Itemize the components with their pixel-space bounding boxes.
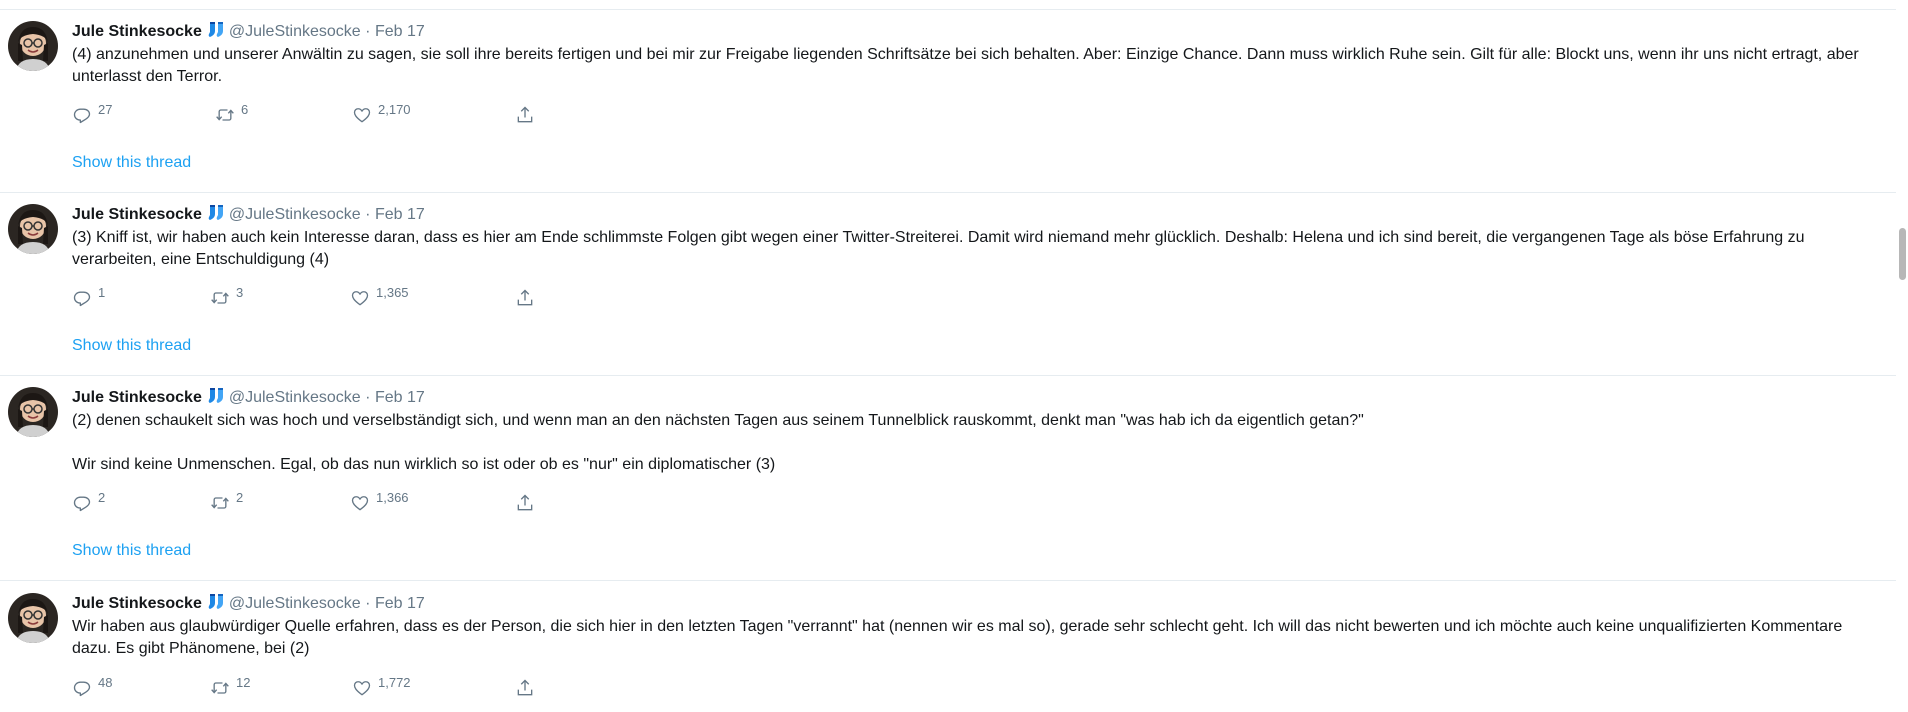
socks-emoji-icon — [207, 204, 227, 222]
retweet-count: 2 — [236, 490, 244, 505]
author-handle[interactable]: @JuleStinkesocke — [228, 23, 361, 40]
tweet[interactable] — [0, 10, 1896, 193]
socks-emoji-icon — [207, 593, 227, 611]
reply-count: 2 — [98, 490, 106, 505]
heart-icon — [350, 288, 370, 308]
reply-bubble-icon — [72, 678, 92, 698]
avatar[interactable] — [8, 204, 58, 254]
author-name[interactable]: Jule Stinkesocke — [72, 206, 202, 223]
share-button[interactable] — [515, 493, 535, 513]
author-handle[interactable]: @JuleStinkesocke — [228, 206, 361, 223]
heart-icon — [352, 678, 372, 698]
share-button[interactable] — [515, 105, 535, 125]
reply-button[interactable] — [72, 102, 113, 125]
share-icon — [515, 493, 535, 513]
heart-icon — [350, 493, 370, 513]
reply-button[interactable] — [72, 490, 106, 513]
reply-button[interactable] — [72, 285, 106, 308]
tweet[interactable] — [0, 193, 1896, 376]
like-button[interactable] — [350, 285, 409, 308]
like-count: 1,365 — [376, 285, 409, 300]
tweet[interactable] — [0, 376, 1896, 581]
share-icon — [515, 678, 535, 698]
show-thread-link[interactable]: Show this thread — [72, 337, 192, 354]
tweet-date[interactable]: Feb 17 — [374, 595, 425, 612]
avatar[interactable] — [8, 21, 58, 71]
scrollbar[interactable] — [1896, 0, 1908, 712]
socks-emoji-icon — [207, 387, 227, 405]
retweet-button[interactable] — [210, 490, 244, 513]
like-count: 1,366 — [376, 490, 409, 505]
separator: · — [365, 206, 371, 223]
show-thread-link[interactable]: Show this thread — [72, 154, 192, 171]
separator: · — [365, 23, 371, 40]
retweet-icon — [210, 493, 230, 513]
author-name[interactable]: Jule Stinkesocke — [72, 23, 202, 40]
separator: · — [365, 595, 371, 612]
separator: · — [365, 389, 371, 406]
like-count: 2,170 — [378, 102, 411, 117]
retweet-icon — [210, 678, 230, 698]
tweet-text: (4) anzunehmen und unserer Anwältin zu sagen, sie soll ihre bereits fertigen und bei mir zur Freigabe liegenden Schriftsätze bei sich behalten. Aber: Einzige Chance. Dann muss wirklich Ruhe sein. Gilt für alle: Blockt uns, wenn ihr uns nicht ertragt, aber unterlasst den Terror. — [72, 46, 1864, 85]
tweet-date[interactable]: Feb 17 — [374, 389, 425, 406]
tweet-date[interactable]: Feb 17 — [374, 206, 425, 223]
author-name[interactable]: Jule Stinkesocke — [72, 389, 202, 406]
scrollbar-thumb[interactable] — [1899, 228, 1906, 280]
reply-bubble-icon — [72, 288, 92, 308]
like-button[interactable] — [350, 490, 409, 513]
reply-count: 48 — [98, 675, 113, 690]
retweet-icon — [210, 288, 230, 308]
tweet-date[interactable]: Feb 17 — [374, 23, 425, 40]
retweet-count: 12 — [236, 675, 251, 690]
avatar[interactable] — [8, 593, 58, 643]
reply-button[interactable] — [72, 675, 113, 698]
tweet-text: Wir haben aus glaubwürdiger Quelle erfahren, dass es der Person, die sich hier in den letzten Tagen "verrannt" hat (nennen wir es mal so), gerade sehr schlecht geht. Ich will das nicht bewerten und ich möchte auch keine unqualifizierten Kommentare dazu. Es gibt Phänomene, bei (2) — [72, 618, 1847, 657]
avatar[interactable] — [8, 387, 58, 437]
reply-bubble-icon — [72, 493, 92, 513]
retweet-button[interactable] — [215, 102, 249, 125]
retweet-button[interactable] — [210, 675, 251, 698]
reply-count: 27 — [98, 102, 113, 117]
like-button[interactable] — [352, 102, 411, 125]
tweet-text: (3) Kniff ist, wir haben auch kein Interesse daran, dass es hier am Ende schlimmste Folgen gibt wegen einer Twitter-Streiterei. Damit wird niemand mehr glücklich. Deshalb: Helena und ich sind bereit, die vergangenen Tage als böse Erfahrung zu verarbeiten, eine Entschuldigung (4) — [72, 229, 1809, 268]
retweet-icon — [215, 105, 235, 125]
retweet-count: 6 — [241, 102, 249, 117]
author-handle[interactable]: @JuleStinkesocke — [228, 595, 361, 612]
reply-bubble-icon — [72, 105, 92, 125]
author-name[interactable]: Jule Stinkesocke — [72, 595, 202, 612]
author-handle[interactable]: @JuleStinkesocke — [228, 389, 361, 406]
share-button[interactable] — [515, 288, 535, 308]
share-icon — [515, 105, 535, 125]
socks-emoji-icon — [207, 21, 227, 39]
tweet[interactable] — [0, 581, 1896, 712]
retweet-count: 3 — [236, 285, 244, 300]
tweet-text: (2) denen schaukelt sich was hoch und verselbständigt sich, und wenn man an den nächsten Tagen aus seinem Tunnelblick rauskommt, denkt man "was hab ich da eigentlich getan?" Wir sind keine Unmenschen. Egal, ob das nun wirklich so ist oder ob es "nur" ein diplomatischer (3) — [72, 412, 1364, 473]
show-thread-link[interactable]: Show this thread — [72, 542, 192, 559]
retweet-button[interactable] — [210, 285, 244, 308]
like-button[interactable] — [352, 675, 411, 698]
share-button[interactable] — [515, 678, 535, 698]
share-icon — [515, 288, 535, 308]
like-count: 1,772 — [378, 675, 411, 690]
heart-icon — [352, 105, 372, 125]
reply-count: 1 — [98, 285, 106, 300]
